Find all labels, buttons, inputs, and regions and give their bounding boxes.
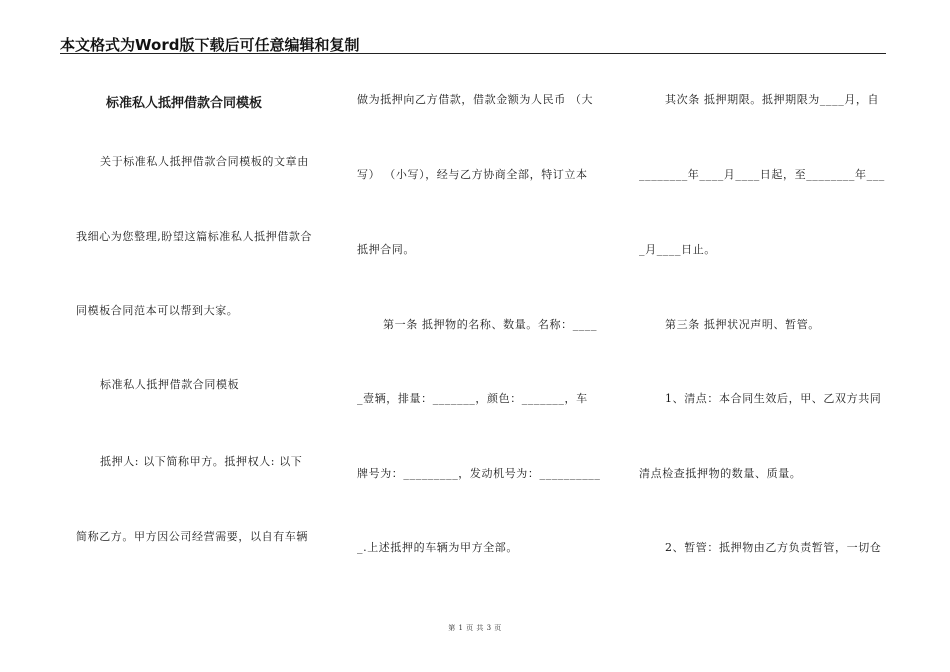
paragraph-line: 牌号为：_________，发动机号为：__________ <box>357 467 601 480</box>
section-heading: 标准私人抵押借款合同模板 <box>100 378 240 391</box>
paragraph-line: 做为抵押向乙方借款，借款金额为人民币 （大 <box>357 93 594 106</box>
paragraph-line: 1、清点：本合同生效后，甲、乙双方共同 <box>665 392 882 405</box>
paragraph-line: 抵押合同。 <box>357 243 415 256</box>
clause-heading: 第三条 抵押状况声明、暂管。 <box>665 318 820 331</box>
paragraph-line: 同模板合同范本可以帮到大家。 <box>76 304 239 317</box>
paragraph-line: ________年____月____日起，至________年___ <box>639 168 885 181</box>
paragraph-line: 简称乙方。甲方因公司经营需要，以自有车辆 <box>76 530 308 543</box>
document-banner: 本文格式为Word版下载后可任意编辑和复制 <box>60 36 360 54</box>
paragraph-line: 清点检查抵押物的数量、质量。 <box>639 467 802 480</box>
banner-divider <box>60 53 886 54</box>
page-indicator: 第 1 页 共 3 页 <box>448 624 502 632</box>
paragraph-line: 关于标准私人抵押借款合同模板的文章由 <box>100 155 309 168</box>
paragraph-line: 2、暂管：抵押物由乙方负责暂管，一切仓 <box>665 541 882 554</box>
paragraph-line: _壹辆，排量：_______，颜色：_______，车 <box>357 392 588 405</box>
paragraph-line: _.上述抵押的车辆为甲方全部。 <box>357 541 518 554</box>
clause-heading: 其次条 抵押期限。抵押期限为____月，自 <box>665 93 880 106</box>
paragraph-line: _月____日止。 <box>639 243 716 256</box>
paragraph-line: 写） （小写），经与乙方协商全部，特订立本 <box>357 168 588 181</box>
paragraph-line: 抵押人: 以下简称甲方。抵押权人: 以下 <box>100 455 303 468</box>
document-title: 标准私人抵押借款合同模板 <box>106 96 263 111</box>
paragraph-line: 我细心为您整理,盼望这篇标准私人抵押借款合 <box>76 230 313 243</box>
clause-heading: 第一条 抵押物的名称、数量。名称：____ <box>383 318 598 331</box>
